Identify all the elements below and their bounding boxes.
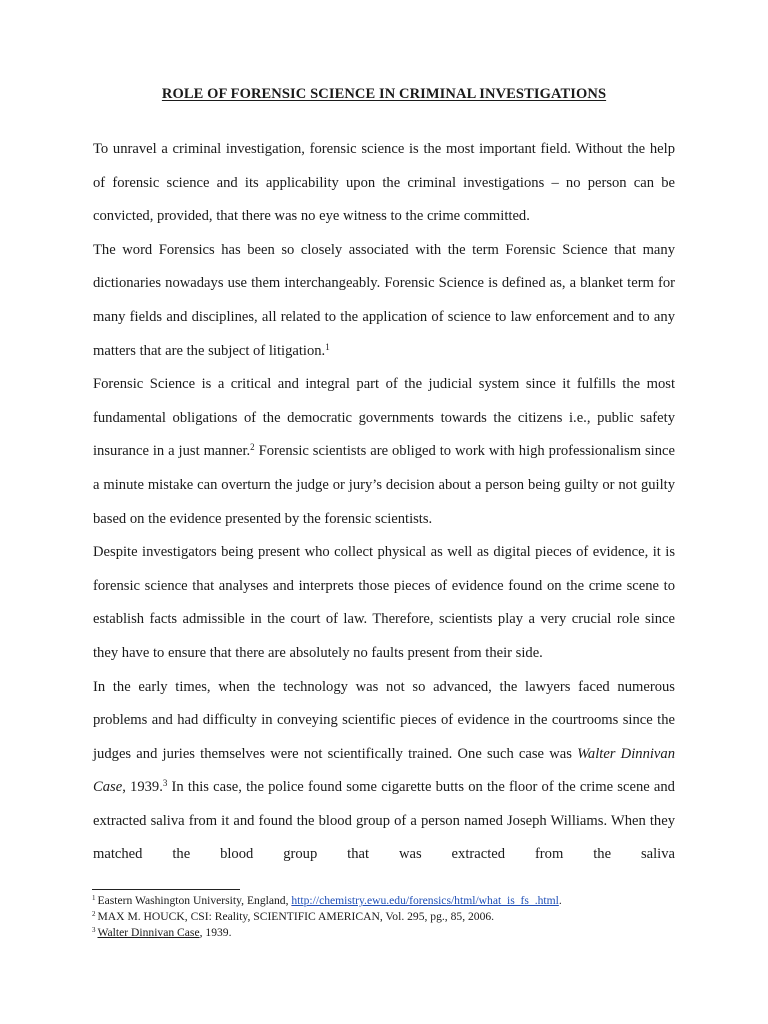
footnote-1: $^1$ Eastern Washington University, England, http://chemistry.ewu.edu/forensics/html/what_is_fs_.html.: [92, 894, 562, 907]
footnotes: [92, 893, 692, 941]
footnote-3: $^3$ Walter Dinnivan Case, 1939.: [92, 926, 232, 939]
footnote-ref-1[interactable]: 1: [325, 341, 330, 352]
footnote-separator: [92, 889, 240, 890]
document-body: [93, 133, 675, 872]
footnote-link[interactable]: http://chemistry.ewu.edu/forensics/html/what_is_fs_.html: [291, 894, 559, 907]
footnote-ref-2[interactable]: 2: [250, 442, 255, 453]
paragraph-3: Forensic Science is a critical and integral part of the judicial system since it fulfills the most fundamental obligations of the democratic governments towards the citizens i.e., public safety insurance in a just manner.$^2$ Forensic scientists are obliged to work with high professionalism since a minute mistake can overturn the judge or jury’s decision about a person being guilty or not guilty based on the evidence presented by the forensic scientists.: [93, 376, 675, 527]
footnote-ref-3[interactable]: 3: [162, 778, 168, 789]
paragraph-4: Despite investigators being present who collect physical as well as digital pieces of evidence, it is forensic science that analyses and interprets those pieces of evidence found on the crime scene to establish facts admissible in the court of law. Therefore, scientists play a very crucial role since they have to ensure that there are absolutely no faults present from their side.: [93, 544, 675, 661]
document-title: ROLE OF FORENSIC SCIENCE IN CRIMINAL INVESTIGATIONS: [161, 86, 607, 102]
case-name: Walter Dinnivan Case: [93, 745, 675, 796]
paragraph-5: In the early times, when the technology was not so advanced, the lawyers faced numerous problems and had difficulty in conveying scientific pieces of evidence in the courtrooms since the judges and juries themselves were not scientifically trained. One such case was Walter Dinnivan Case, 1939.$^3$ In this case, the police found some cigarette butts on the floor of the crime scene and extracted saliva from it and found the blood group of a person named Joseph Williams. When they matched the blood group that was extracted from the saliva: [93, 678, 675, 863]
paragraph-1: To unravel a criminal investigation, forensic science is the most important field. Without the help of forensic science and its applicability upon the criminal investigations – no person can be convicted, provided, that there was no eye witness to the crime committed.: [93, 141, 675, 225]
footnote-2: $^2$ MAX M. HOUCK, CSI: Reality, SCIENTIFIC AMERICAN, Vol. 295, pg., 85, 2006.: [92, 910, 495, 923]
paragraph-2: The word Forensics has been so closely associated with the term Forensic Science that many dictionaries nowadays use them interchangeably. Forensic Science is defined as, a blanket term for many fields and disciplines, all related to the application of science to law enforcement and to any matters that are the subject of litigation.$^1$: [93, 241, 675, 359]
